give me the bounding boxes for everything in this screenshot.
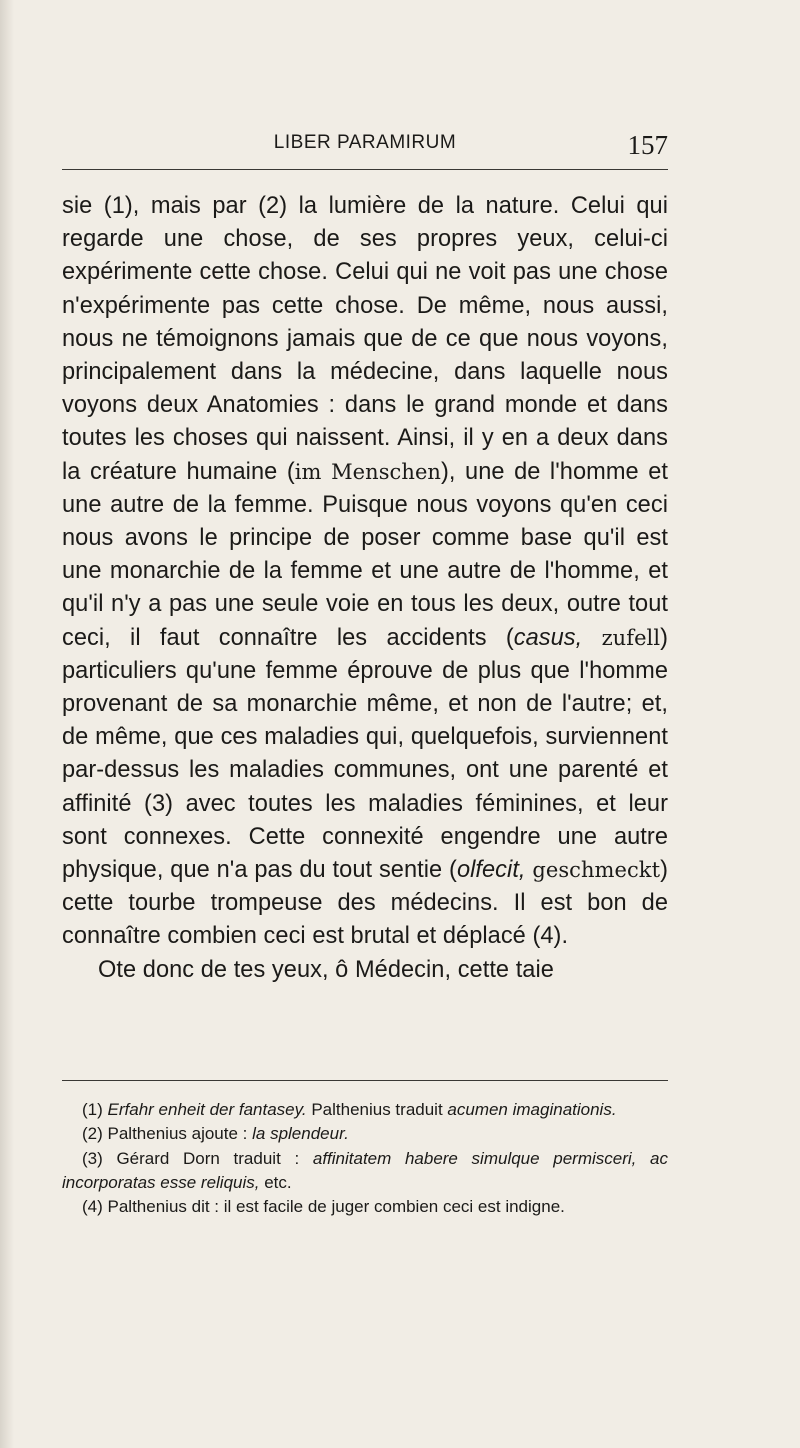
page-edge-shadow (0, 0, 14, 1448)
footnote-4 (62, 1195, 668, 1219)
italic-term: casus, (513, 624, 583, 651)
page-number: 157 (627, 130, 668, 160)
blackletter-gloss: im Menschen (294, 459, 441, 484)
footnote-text: Palthenius traduit (306, 1100, 448, 1119)
text-span: sie (1), mais par (2) la lumière de la nature. Celui qui regarde une chose, de ses propres yeux, celui-ci expérimente cette chose. Celui qui ne voit pas une chose n'expérimente pas cette chose. De même, nous aussi, nous ne témoignons jamais que de ce que nous voyons, principalement dans la médecine, dans laquelle nous voyons deux Anatomies : dans le grand monde et dans toutes les choses qui naissent. Ainsi, il y en a deux dans la créature humaine ( (62, 193, 668, 485)
blackletter-gloss: geschmeckt (532, 858, 661, 883)
footnote-3 (62, 1147, 668, 1196)
paragraph-2: Ote donc de tes yeux, ô Médecin, cette taie (98, 956, 554, 983)
page-header (62, 128, 668, 164)
main-text (62, 190, 668, 987)
footnote-2 (62, 1122, 668, 1146)
footnote-text: etc. (259, 1172, 292, 1192)
text-span: ) cette tourbe trompeuse des médecins. Il est bon de connaître combien ceci est brutal et déplacé (4). (62, 857, 668, 950)
footnote-text: Palthenius dit : il est facile de juger combien ceci est indigne. (102, 1197, 565, 1217)
footnote-number: (4) (82, 1197, 103, 1217)
footnote-number: (3) (82, 1148, 103, 1168)
footnote-number: (2) (82, 1124, 103, 1144)
footnote-italic: acumen imaginationis. (447, 1100, 617, 1119)
text-span: ), une de l'homme et une autre de la femme. Puisque nous voyons qu'en ceci nous avons le principe de poser comme base qu'il est une monarchie de la femme et une autre de l'homme, et qu'il n'y a pas une seule voie en tous les deux, outre tout ceci, il faut connaître les accidents ( (62, 458, 669, 651)
footnote-1 (62, 1098, 668, 1122)
header-rule (62, 169, 668, 170)
footnote-text: Gérard Dorn traduit : (102, 1148, 313, 1168)
footnote-rule (62, 1080, 668, 1081)
footnote-italic: affinitatem habere simulque permisceri, ac incorporatas esse reliquis, (62, 1148, 669, 1192)
footnote-text: Palthenius ajoute : (102, 1124, 253, 1144)
italic-term: olfecit, (456, 857, 526, 884)
footnote-number: (1) (82, 1100, 103, 1119)
blackletter-gloss: zufell (601, 625, 661, 650)
text-span: ) particuliers qu'une femme éprouve de plus que l'homme provenant de sa monarchie même, et non de l'autre; et, de même, que ces maladies qui, quelquefois, surviennent par-dessus les maladies communes, ont une parenté et affinité (3) avec toutes les maladies féminines, et leur sont connexes. Cette connexité engendre une autre physique, que n'a pas du tout sentie ( (62, 624, 669, 884)
running-title: LIBER PARAMIRUM (273, 132, 457, 153)
footnote-italic: Erfahr enheit der fantasey. (107, 1100, 307, 1119)
footnotes (62, 1098, 668, 1219)
footnote-italic: la splendeur. (252, 1124, 349, 1144)
paragraph-1 (62, 190, 668, 954)
